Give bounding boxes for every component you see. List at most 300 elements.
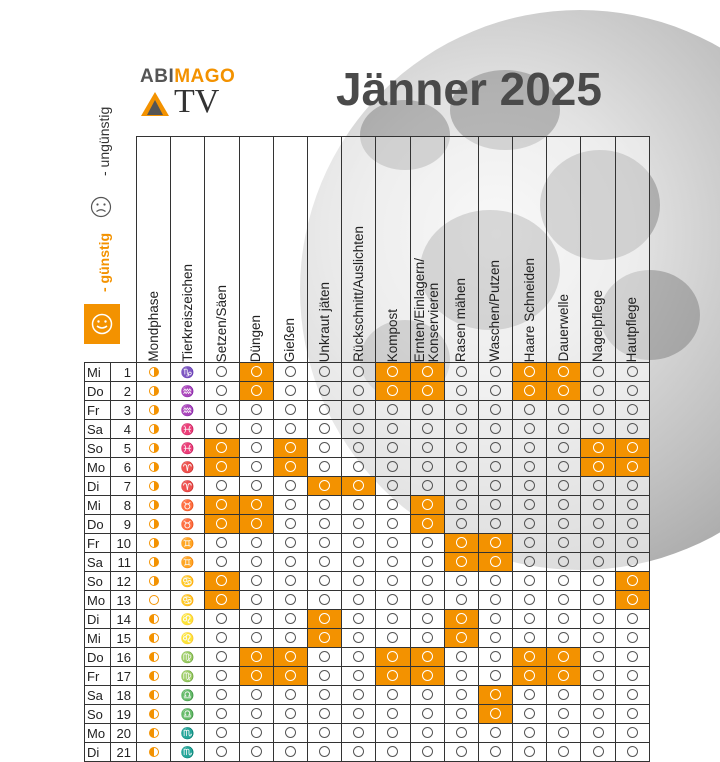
unfavorable-cell xyxy=(376,515,410,534)
unfavorable-cell xyxy=(513,420,547,439)
unfavorable-cell xyxy=(342,743,376,762)
sad-face-icon xyxy=(456,442,467,453)
column-header xyxy=(410,137,444,363)
happy-face-icon xyxy=(216,575,227,586)
unfavorable-cell xyxy=(307,515,341,534)
column-header xyxy=(205,137,239,363)
unfavorable-cell xyxy=(615,648,649,667)
happy-face-icon xyxy=(490,689,501,700)
sad-face-icon xyxy=(593,632,604,643)
sad-face-icon xyxy=(627,480,638,491)
sad-face-icon xyxy=(387,404,398,415)
unfavorable-cell xyxy=(444,363,478,382)
favorable-cell xyxy=(205,439,239,458)
favorable-cell xyxy=(376,667,410,686)
unfavorable-cell xyxy=(547,401,581,420)
sad-face-icon xyxy=(216,366,227,377)
unfavorable-label: - ungünstig xyxy=(96,106,112,176)
unfavorable-cell xyxy=(410,534,444,553)
happy-face-icon xyxy=(627,442,638,453)
zodiac-cell xyxy=(171,382,205,401)
happy-face-icon xyxy=(456,613,467,624)
column-header-label: Nagelpflege xyxy=(590,289,606,362)
unfavorable-cell xyxy=(342,629,376,648)
weekday: Di xyxy=(85,477,111,496)
happy-face-icon xyxy=(456,556,467,567)
day-number: 11 xyxy=(111,553,137,572)
unfavorable-cell xyxy=(478,458,512,477)
unfavorable-cell xyxy=(547,496,581,515)
unfavorable-cell xyxy=(478,743,512,762)
unfavorable-cell xyxy=(273,724,307,743)
moon-phase-icon xyxy=(149,538,159,548)
moon-calendar-table xyxy=(84,136,650,762)
unfavorable-cell xyxy=(342,382,376,401)
unfavorable-cell xyxy=(581,477,615,496)
sad-face-icon xyxy=(285,727,296,738)
sad-face-icon xyxy=(353,670,364,681)
sad-face-icon xyxy=(387,461,398,472)
sad-face-icon xyxy=(422,613,433,624)
favorable-cell xyxy=(513,667,547,686)
sad-face-icon xyxy=(285,689,296,700)
unfavorable-cell xyxy=(307,667,341,686)
moon-phase-icon xyxy=(149,367,159,377)
unfavorable-cell xyxy=(307,382,341,401)
sad-face-icon xyxy=(558,556,569,567)
unfavorable-cell xyxy=(581,363,615,382)
sad-face-icon xyxy=(593,385,604,396)
sad-face-icon xyxy=(216,556,227,567)
unfavorable-cell xyxy=(342,401,376,420)
favorable-cell xyxy=(444,629,478,648)
unfavorable-cell xyxy=(273,401,307,420)
unfavorable-cell xyxy=(513,610,547,629)
favorable-cell xyxy=(581,458,615,477)
sad-face-icon xyxy=(490,594,501,605)
unfavorable-cell xyxy=(342,420,376,439)
table-row xyxy=(85,743,650,762)
happy-face-icon xyxy=(422,670,433,681)
happy-face-icon xyxy=(216,518,227,529)
column-header-label: Gießen xyxy=(282,317,298,362)
sad-face-icon xyxy=(387,708,398,719)
sad-face-icon xyxy=(490,727,501,738)
sad-face-icon xyxy=(285,632,296,643)
sad-face-icon xyxy=(285,480,296,491)
unfavorable-cell xyxy=(273,743,307,762)
sad-face-icon xyxy=(387,746,398,757)
unfavorable-cell xyxy=(444,686,478,705)
sad-face-icon xyxy=(422,423,433,434)
unfavorable-cell xyxy=(615,534,649,553)
day-number: 9 xyxy=(111,515,137,534)
sad-face-icon xyxy=(319,366,330,377)
moon-phase-cell xyxy=(137,553,171,572)
unfavorable-cell xyxy=(581,572,615,591)
unfavorable-cell xyxy=(342,686,376,705)
sad-face-icon xyxy=(319,442,330,453)
moon-phase-cell xyxy=(137,401,171,420)
sad-face-icon xyxy=(319,594,330,605)
unfavorable-cell xyxy=(376,439,410,458)
unfavorable-cell xyxy=(478,401,512,420)
column-header-label: Waschen/Putzen xyxy=(487,260,503,362)
moon-phase-cell xyxy=(137,705,171,724)
unfavorable-cell xyxy=(307,724,341,743)
zodiac-cell xyxy=(171,667,205,686)
sad-face-icon xyxy=(422,480,433,491)
unfavorable-cell xyxy=(444,401,478,420)
sad-face-icon xyxy=(285,404,296,415)
zodiac-icon: ♍ xyxy=(180,652,195,664)
sad-face-icon xyxy=(524,423,535,434)
happy-face-icon xyxy=(319,632,330,643)
sad-face-icon xyxy=(353,518,364,529)
weekday: Fr xyxy=(85,534,111,553)
happy-face-icon xyxy=(627,594,638,605)
unfavorable-cell xyxy=(615,667,649,686)
unfavorable-cell xyxy=(581,591,615,610)
unfavorable-cell xyxy=(376,534,410,553)
sad-face-icon xyxy=(627,727,638,738)
unfavorable-cell xyxy=(342,572,376,591)
zodiac-cell xyxy=(171,515,205,534)
sad-face-icon xyxy=(627,537,638,548)
sad-face-icon xyxy=(627,613,638,624)
unfavorable-cell xyxy=(444,572,478,591)
zodiac-icon: ♏ xyxy=(180,747,195,759)
moon-phase-cell xyxy=(137,667,171,686)
sad-face-icon xyxy=(422,404,433,415)
table-row xyxy=(85,382,650,401)
brand-logo: ABIMAGO TV xyxy=(140,66,236,120)
weekday: Mi xyxy=(85,363,111,382)
unfavorable-cell xyxy=(376,420,410,439)
unfavorable-cell xyxy=(342,439,376,458)
unfavorable-cell xyxy=(410,629,444,648)
sad-face-icon xyxy=(285,537,296,548)
happy-face-icon xyxy=(216,499,227,510)
zodiac-icon: ♉ xyxy=(180,519,195,531)
sad-face-icon xyxy=(456,708,467,719)
favorable-cell xyxy=(273,458,307,477)
unfavorable-cell xyxy=(273,705,307,724)
unfavorable-cell xyxy=(478,363,512,382)
sad-face-icon xyxy=(558,442,569,453)
sad-face-icon xyxy=(422,727,433,738)
sad-face-icon xyxy=(216,727,227,738)
sad-face-icon xyxy=(558,518,569,529)
sad-face-icon xyxy=(456,670,467,681)
happy-face-icon xyxy=(216,461,227,472)
sad-face-icon xyxy=(627,632,638,643)
weekday: Fr xyxy=(85,667,111,686)
unfavorable-cell xyxy=(615,629,649,648)
sad-face-icon xyxy=(593,708,604,719)
sad-face-icon xyxy=(593,575,604,586)
unfavorable-cell xyxy=(342,363,376,382)
favorable-cell xyxy=(376,648,410,667)
table-row xyxy=(85,705,650,724)
weekday: Sa xyxy=(85,686,111,705)
sad-face-icon xyxy=(251,594,262,605)
sad-face-icon xyxy=(353,594,364,605)
sad-face-icon xyxy=(558,613,569,624)
day-number: 14 xyxy=(111,610,137,629)
zodiac-icon: ♎ xyxy=(180,709,195,721)
sad-face-icon xyxy=(353,651,364,662)
unfavorable-cell xyxy=(513,591,547,610)
unfavorable-cell xyxy=(307,458,341,477)
zodiac-cell xyxy=(171,496,205,515)
sad-face-icon xyxy=(627,651,638,662)
unfavorable-cell xyxy=(307,743,341,762)
unfavorable-cell xyxy=(273,534,307,553)
sad-face-icon xyxy=(285,746,296,757)
favorable-cell xyxy=(239,648,273,667)
happy-face-icon xyxy=(422,385,433,396)
sad-face-icon xyxy=(524,632,535,643)
sad-face-icon xyxy=(353,613,364,624)
favorable-cell xyxy=(547,363,581,382)
column-header xyxy=(478,137,512,363)
sad-face-icon xyxy=(387,727,398,738)
sad-face-icon xyxy=(456,746,467,757)
unfavorable-cell xyxy=(376,629,410,648)
sad-face-icon xyxy=(627,366,638,377)
unfavorable-cell xyxy=(581,420,615,439)
unfavorable-cell xyxy=(581,686,615,705)
table-row xyxy=(85,553,650,572)
sad-face-icon xyxy=(319,746,330,757)
unfavorable-cell xyxy=(342,705,376,724)
happy-face-icon xyxy=(387,366,398,377)
column-header xyxy=(547,137,581,363)
unfavorable-cell xyxy=(376,572,410,591)
unfavorable-cell xyxy=(581,667,615,686)
unfavorable-cell xyxy=(410,439,444,458)
sad-face-icon xyxy=(456,461,467,472)
sad-face-icon xyxy=(319,423,330,434)
sad-face-icon xyxy=(422,442,433,453)
sad-face-icon xyxy=(558,404,569,415)
page-title: Jänner 2025 xyxy=(336,63,602,115)
sad-face-icon xyxy=(285,499,296,510)
unfavorable-cell xyxy=(410,724,444,743)
unfavorable-cell xyxy=(410,477,444,496)
favorable-cell xyxy=(307,610,341,629)
unfavorable-cell xyxy=(410,458,444,477)
moon-phase-cell xyxy=(137,420,171,439)
favorable-cell xyxy=(205,515,239,534)
favorable-cell xyxy=(205,572,239,591)
unfavorable-cell xyxy=(239,610,273,629)
sad-face-icon xyxy=(627,556,638,567)
sad-face-icon xyxy=(353,727,364,738)
zodiac-icon: ♈ xyxy=(180,481,195,493)
happy-face-icon xyxy=(387,651,398,662)
unfavorable-cell xyxy=(478,439,512,458)
column-header xyxy=(513,137,547,363)
unfavorable-cell xyxy=(547,515,581,534)
unfavorable-cell xyxy=(444,458,478,477)
day-number: 12 xyxy=(111,572,137,591)
unfavorable-cell xyxy=(342,610,376,629)
favorable-cell xyxy=(307,629,341,648)
happy-face-icon xyxy=(524,651,535,662)
moon-phase-cell xyxy=(137,515,171,534)
sad-face-icon xyxy=(456,423,467,434)
moon-phase-icon xyxy=(149,747,159,757)
table-row xyxy=(85,629,650,648)
unfavorable-cell xyxy=(547,477,581,496)
unfavorable-cell xyxy=(581,648,615,667)
sad-face-icon xyxy=(387,556,398,567)
unfavorable-cell xyxy=(547,591,581,610)
favorable-cell xyxy=(410,496,444,515)
table-row xyxy=(85,458,650,477)
column-header xyxy=(376,137,410,363)
happy-face-icon xyxy=(251,366,262,377)
happy-face-icon xyxy=(285,670,296,681)
unfavorable-cell xyxy=(581,401,615,420)
unfavorable-cell xyxy=(239,420,273,439)
unfavorable-cell xyxy=(376,477,410,496)
sad-face-icon xyxy=(422,537,433,548)
unfavorable-cell xyxy=(205,705,239,724)
sad-face-icon xyxy=(319,670,330,681)
zodiac-icon: ♉ xyxy=(180,500,195,512)
unfavorable-cell xyxy=(376,743,410,762)
unfavorable-cell xyxy=(513,401,547,420)
unfavorable-cell xyxy=(205,553,239,572)
unfavorable-cell xyxy=(478,515,512,534)
unfavorable-cell xyxy=(205,743,239,762)
unfavorable-cell xyxy=(205,610,239,629)
sad-face-icon xyxy=(353,423,364,434)
table-header-row xyxy=(85,137,650,363)
happy-face-icon xyxy=(285,442,296,453)
sad-face-icon xyxy=(627,423,638,434)
zodiac-icon: ♒ xyxy=(180,386,195,398)
sad-face-icon xyxy=(387,518,398,529)
unfavorable-cell xyxy=(273,496,307,515)
unfavorable-cell xyxy=(307,705,341,724)
sad-face-icon xyxy=(319,518,330,529)
unfavorable-cell xyxy=(615,420,649,439)
unfavorable-cell xyxy=(342,458,376,477)
column-header xyxy=(444,137,478,363)
unfavorable-cell xyxy=(410,705,444,724)
sad-face-icon xyxy=(387,442,398,453)
sad-face-icon xyxy=(456,404,467,415)
sad-face-icon xyxy=(627,518,638,529)
unfavorable-cell xyxy=(513,629,547,648)
zodiac-cell xyxy=(171,401,205,420)
zodiac-cell xyxy=(171,686,205,705)
table-row xyxy=(85,610,650,629)
unfavorable-cell xyxy=(376,401,410,420)
table-row xyxy=(85,401,650,420)
sad-face-icon xyxy=(593,537,604,548)
moon-phase-cell xyxy=(137,648,171,667)
column-header xyxy=(273,137,307,363)
unfavorable-cell xyxy=(376,705,410,724)
unfavorable-cell xyxy=(581,534,615,553)
column-header xyxy=(137,137,171,363)
unfavorable-cell xyxy=(513,534,547,553)
weekday: Mo xyxy=(85,591,111,610)
moon-phase-cell xyxy=(137,477,171,496)
favorable-label: - günstig xyxy=(96,232,112,292)
happy-face-icon xyxy=(456,632,467,643)
sad-face-icon xyxy=(285,366,296,377)
unfavorable-cell xyxy=(273,572,307,591)
sad-face-icon xyxy=(490,404,501,415)
unfavorable-cell xyxy=(513,705,547,724)
column-header-label: Kompost xyxy=(384,308,400,362)
happy-face-icon xyxy=(251,385,262,396)
unfavorable-cell xyxy=(478,610,512,629)
sad-face-icon xyxy=(353,689,364,700)
sad-face-icon xyxy=(353,708,364,719)
favorable-cell xyxy=(547,648,581,667)
unfavorable-cell xyxy=(581,705,615,724)
sad-face-icon xyxy=(285,556,296,567)
happy-face-icon xyxy=(490,537,501,548)
unfavorable-cell xyxy=(581,629,615,648)
sad-face-icon xyxy=(593,613,604,624)
unfavorable-cell xyxy=(444,648,478,667)
moon-phase-cell xyxy=(137,458,171,477)
sad-face-icon xyxy=(593,480,604,491)
moon-phase-cell xyxy=(137,382,171,401)
unfavorable-cell xyxy=(615,401,649,420)
sad-face-icon xyxy=(251,556,262,567)
day-number: 19 xyxy=(111,705,137,724)
sad-face-icon xyxy=(490,613,501,624)
favorable-cell xyxy=(205,458,239,477)
unfavorable-cell xyxy=(478,667,512,686)
sad-face-icon xyxy=(216,537,227,548)
sad-face-icon xyxy=(422,594,433,605)
unfavorable-cell xyxy=(205,629,239,648)
sad-face-icon xyxy=(387,632,398,643)
unfavorable-cell xyxy=(581,496,615,515)
happy-face-icon xyxy=(216,594,227,605)
sad-face-icon xyxy=(353,404,364,415)
sad-face-icon xyxy=(490,670,501,681)
sad-face-icon xyxy=(216,480,227,491)
moon-phase-icon xyxy=(149,633,159,643)
happy-face-icon xyxy=(627,461,638,472)
moon-phase-cell xyxy=(137,610,171,629)
favorable-cell xyxy=(342,477,376,496)
unfavorable-cell xyxy=(615,743,649,762)
sad-face-icon xyxy=(490,499,501,510)
sad-face-icon xyxy=(422,746,433,757)
unfavorable-cell xyxy=(547,420,581,439)
sad-face-icon xyxy=(387,480,398,491)
day-number: 17 xyxy=(111,667,137,686)
zodiac-icon: ♑ xyxy=(180,367,195,379)
unfavorable-cell xyxy=(444,667,478,686)
unfavorable-cell xyxy=(376,724,410,743)
happy-face-icon xyxy=(593,442,604,453)
weekday: Mo xyxy=(85,724,111,743)
column-header-label: Haare Schneiden xyxy=(521,257,537,362)
